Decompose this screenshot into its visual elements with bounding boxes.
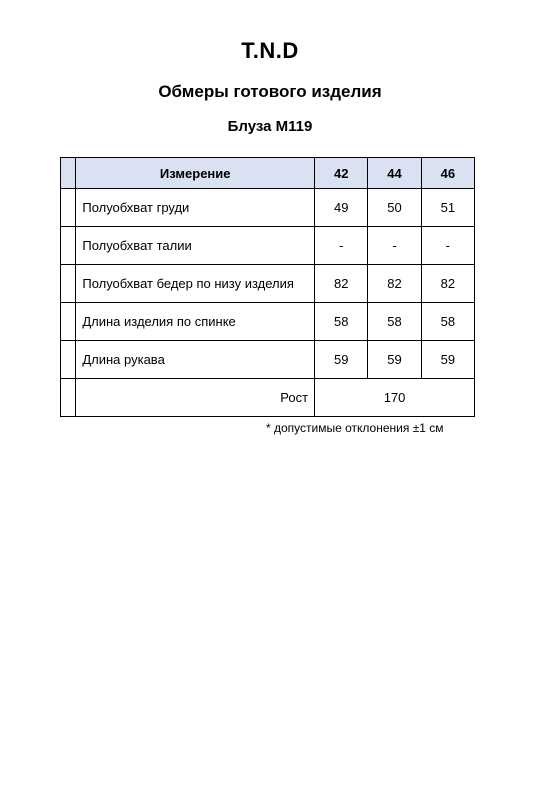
column-header-size: 42 (315, 158, 368, 189)
measurement-value: 58 (315, 303, 368, 341)
row-marker-cell (61, 341, 76, 379)
height-row (61, 379, 475, 417)
row-marker-cell (61, 227, 76, 265)
measurement-value: 50 (368, 189, 421, 227)
measurement-value: 82 (421, 265, 474, 303)
page-title: Обмеры готового изделия (158, 82, 382, 101)
measurement-label: Полуобхват груди (76, 189, 315, 227)
measurement-value: - (315, 227, 368, 265)
row-marker-cell (61, 303, 76, 341)
row-marker-cell (61, 265, 76, 303)
measurements-table (60, 157, 475, 417)
height-value: 170 (315, 379, 475, 417)
table-row (61, 265, 475, 303)
measurement-value: 59 (315, 341, 368, 379)
table-row (61, 341, 475, 379)
row-marker-cell (61, 379, 76, 417)
table-header-row (61, 158, 475, 189)
product-subtitle: Блуза М119 (227, 118, 313, 135)
table-row (61, 303, 475, 341)
measurement-label: Полуобхват бедер по низу изделия (76, 265, 315, 303)
measurement-value: - (368, 227, 421, 265)
measurement-label: Длина рукава (76, 341, 315, 379)
measurement-value: 59 (421, 341, 474, 379)
row-marker-cell (61, 189, 76, 227)
measurement-label: Полуобхват талии (76, 227, 315, 265)
table-row (61, 189, 475, 227)
column-header-measurement: Измерение (76, 158, 315, 189)
tolerance-note: * допустимые отклонения ±1 см (266, 421, 444, 435)
measurement-value: 82 (315, 265, 368, 303)
measurement-value: 58 (421, 303, 474, 341)
measurement-value: 51 (421, 189, 474, 227)
measurement-value: 82 (368, 265, 421, 303)
column-header-size: 46 (421, 158, 474, 189)
row-marker-cell (61, 158, 76, 189)
measurement-value: 58 (368, 303, 421, 341)
measurement-value: 49 (315, 189, 368, 227)
measurement-value: 59 (368, 341, 421, 379)
measurement-label: Длина изделия по спинке (76, 303, 315, 341)
table-row (61, 227, 475, 265)
column-header-size: 44 (368, 158, 421, 189)
height-label: Рост (76, 379, 315, 417)
measurement-value: - (421, 227, 474, 265)
brand-title: T.N.D (241, 38, 299, 63)
